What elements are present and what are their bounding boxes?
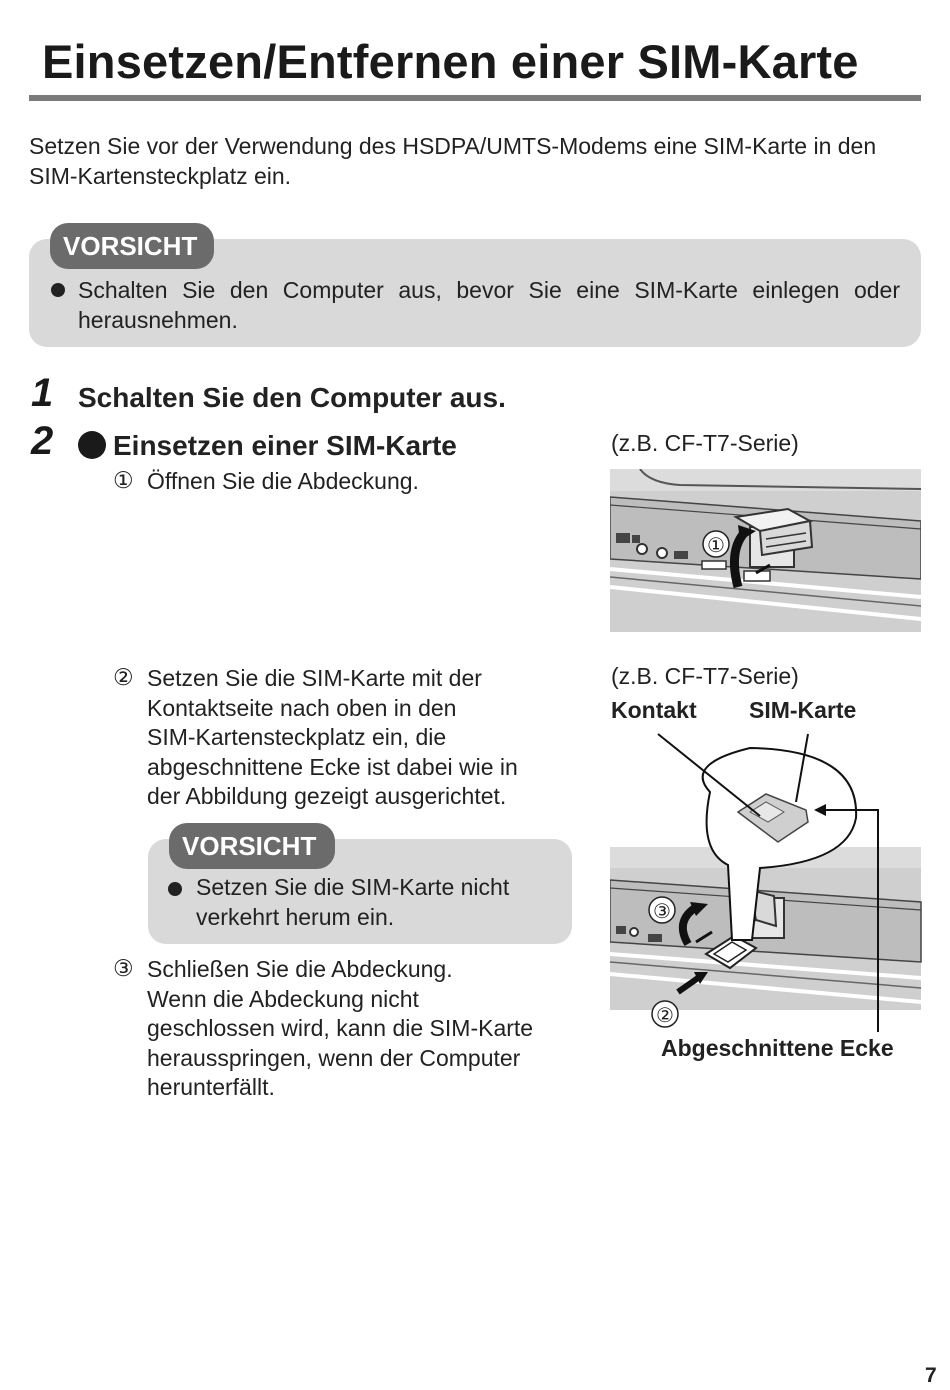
- figure-caption: (z.B. CF-T7-Serie): [611, 663, 799, 689]
- substep-text: Setzen Sie die SIM-Karte mit der Kontaktseite nach oben in den SIM-Kartensteckplatz ein, die abgeschnittene Ecke ist dabei wie in der Abbildung gezeigt ausgerichtet.: [147, 665, 518, 809]
- figure-label-contact: Kontakt: [611, 697, 697, 723]
- step-heading: Schalten Sie den Computer aus.: [78, 382, 506, 413]
- step-heading: Einsetzen einer SIM-Karte: [113, 430, 457, 461]
- figure-label-corner: Abgeschnittene Ecke: [661, 1035, 894, 1061]
- substep-text: Schließen Sie die Abdeckung. Wenn die Abdeckung nicht geschlossen wird, kann die SIM-Karte herausspringen, wenn der Computer herunterfällt.: [147, 956, 534, 1100]
- bullet-icon: [51, 283, 65, 297]
- page-title: Einsetzen/Entfernen einer SIM-Karte: [42, 35, 859, 88]
- step-number: 1: [31, 371, 54, 415]
- caution-tag: VORSICHT: [169, 823, 335, 869]
- figure-label-sim: SIM-Karte: [749, 697, 857, 723]
- title-divider: [29, 95, 921, 101]
- substep-text: Öffnen Sie die Abdeckung.: [147, 468, 419, 494]
- bullet-icon: [78, 431, 106, 459]
- step-number: 2: [31, 419, 54, 463]
- figure-marker: ③: [653, 899, 671, 923]
- laptop-open-cover-illustration: [610, 469, 921, 632]
- caution-tag: VORSICHT: [50, 223, 214, 269]
- intro-paragraph: Setzen Sie vor der Verwendung des HSDPA/UMTS-Modems eine SIM-Karte in den SIM-Kartensteckplatz ein.: [29, 133, 877, 189]
- page-number: 7: [925, 1364, 937, 1387]
- caution-text: Setzen Sie die SIM-Karte nicht verkehrt herum ein.: [196, 874, 510, 930]
- figure-caption: (z.B. CF-T7-Serie): [611, 430, 799, 456]
- bullet-icon: [168, 882, 182, 896]
- caution-text: Schalten Sie den Computer aus, bevor Sie eine SIM-Karte einlegen oder herausnehmen.: [78, 277, 900, 333]
- substep-number: ②: [113, 664, 134, 690]
- figure-marker: ②: [656, 1003, 674, 1027]
- figure-marker: ①: [707, 533, 725, 557]
- substep-number: ③: [113, 955, 134, 981]
- sim-insertion-illustration: [610, 730, 922, 1065]
- substep-number: ①: [113, 467, 134, 493]
